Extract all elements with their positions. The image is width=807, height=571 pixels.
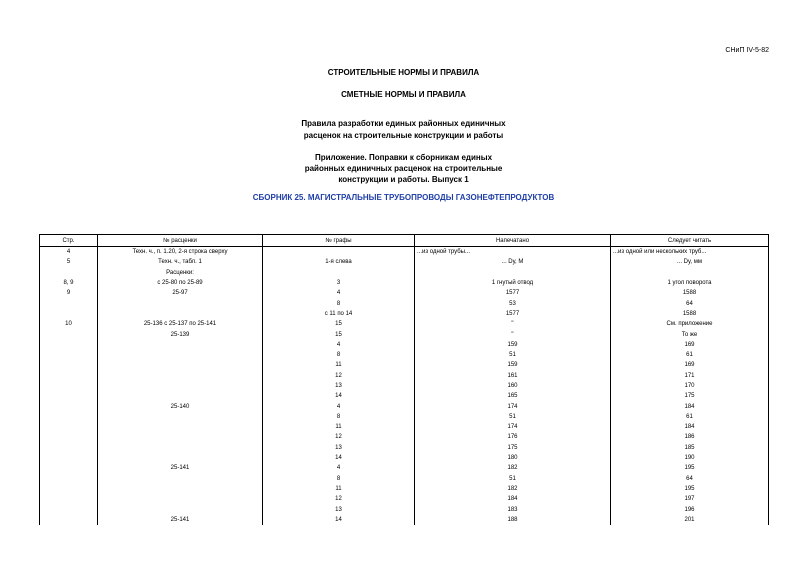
cell-page	[40, 360, 98, 370]
cell-rate-number	[98, 443, 263, 453]
cell-rate-number: с 25-80 по 25-89	[98, 278, 263, 288]
cell-page	[40, 422, 98, 432]
cell-page: 9	[40, 288, 98, 298]
cell-page	[40, 494, 98, 504]
cell-should-read: 184	[611, 401, 769, 411]
cell-should-read: ... Dу, мм	[611, 257, 769, 267]
header-page: Стр.	[40, 235, 98, 247]
cell-column-number: 8	[263, 298, 415, 308]
cell-column-number: 3	[263, 278, 415, 288]
document-code: СНиП IV-5-82	[725, 47, 769, 54]
cell-printed	[415, 268, 611, 278]
table-row	[40, 494, 769, 504]
heading-estimate-norms: СМЕТНЫЕ НОРМЫ И ПРАВИЛА	[341, 90, 466, 99]
cell-printed: ...из одной трубы...	[415, 247, 611, 258]
cell-column-number: 11	[263, 484, 415, 494]
cell-should-read: 175	[611, 391, 769, 401]
table-row	[40, 504, 769, 514]
cell-should-read: См. приложение	[611, 319, 769, 329]
heading-rules-line-2: расценок на строительные конструкции и работы	[303, 131, 504, 140]
heading-rules	[0, 118, 807, 142]
cell-page	[40, 432, 98, 442]
table-row	[40, 257, 769, 267]
header-should-read: Следует читать	[611, 235, 769, 247]
cell-printed: 1577	[415, 288, 611, 298]
cell-column-number: 4	[263, 340, 415, 350]
table-row	[40, 247, 769, 258]
cell-page	[40, 371, 98, 381]
cell-rate-number	[98, 494, 263, 504]
cell-page	[40, 443, 98, 453]
table-body	[40, 247, 769, 526]
cell-should-read: 186	[611, 432, 769, 442]
cell-column-number: 14	[263, 515, 415, 525]
corrections-table	[39, 234, 769, 525]
cell-rate-number: Техн. ч., п. 1.20, 2-я строка сверху	[98, 247, 263, 258]
cell-rate-number	[98, 381, 263, 391]
cell-printed: 188	[415, 515, 611, 525]
cell-rate-number	[98, 391, 263, 401]
cell-column-number: 4	[263, 288, 415, 298]
cell-page	[40, 401, 98, 411]
header-column-number: № графы	[263, 235, 415, 247]
cell-column-number	[263, 247, 415, 258]
table-row	[40, 412, 769, 422]
cell-rate-number	[98, 474, 263, 484]
cell-page: 10	[40, 319, 98, 329]
cell-rate-number	[98, 309, 263, 319]
cell-page	[40, 474, 98, 484]
heading-rules-line-1: Правила разработки единых районных единичных	[301, 119, 506, 128]
cell-printed: 159	[415, 360, 611, 370]
cell-rate-number	[98, 432, 263, 442]
cell-should-read: 61	[611, 350, 769, 360]
table-row	[40, 391, 769, 401]
cell-printed: 182	[415, 463, 611, 473]
cell-rate-number	[98, 453, 263, 463]
cell-rate-number	[98, 412, 263, 422]
cell-column-number	[263, 268, 415, 278]
header-printed: Напечатано	[415, 235, 611, 247]
table-row	[40, 268, 769, 278]
cell-rate-number	[98, 422, 263, 432]
cell-rate-number	[98, 298, 263, 308]
cell-page	[40, 340, 98, 350]
table-row	[40, 443, 769, 453]
cell-printed: 183	[415, 504, 611, 514]
heading-appendix-line-2: районных единичных расценок на строительные	[304, 164, 503, 173]
cell-page	[40, 268, 98, 278]
heading-building-norms: СТРОИТЕЛЬНЫЕ НОРМЫ И ПРАВИЛА	[327, 68, 480, 77]
cell-rate-number	[98, 371, 263, 381]
cell-printed: 51	[415, 412, 611, 422]
cell-should-read: 197	[611, 494, 769, 504]
cell-column-number: 4	[263, 401, 415, 411]
cell-column-number: 8	[263, 350, 415, 360]
cell-page	[40, 298, 98, 308]
cell-should-read: 170	[611, 381, 769, 391]
cell-printed: 174	[415, 401, 611, 411]
cell-printed: 51	[415, 350, 611, 360]
table-row	[40, 329, 769, 339]
table-row	[40, 298, 769, 308]
cell-column-number: 15	[263, 319, 415, 329]
cell-page	[40, 329, 98, 339]
cell-should-read: 201	[611, 515, 769, 525]
cell-column-number: 11	[263, 422, 415, 432]
cell-should-read: 169	[611, 360, 769, 370]
cell-page	[40, 453, 98, 463]
cell-printed: 175	[415, 443, 611, 453]
cell-page	[40, 515, 98, 525]
cell-column-number: 13	[263, 443, 415, 453]
cell-column-number: 15	[263, 329, 415, 339]
cell-should-read: 185	[611, 443, 769, 453]
cell-rate-number: 25-139	[98, 329, 263, 339]
cell-page: 4	[40, 247, 98, 258]
cell-should-read: 196	[611, 504, 769, 514]
cell-rate-number	[98, 504, 263, 514]
cell-printed: 1577	[415, 309, 611, 319]
cell-column-number: 14	[263, 453, 415, 463]
cell-page	[40, 350, 98, 360]
cell-page	[40, 504, 98, 514]
cell-rate-number: 25-136 с 25-137 по 25-141	[98, 319, 263, 329]
table-row	[40, 432, 769, 442]
cell-rate-number: 25-141	[98, 463, 263, 473]
table-row	[40, 463, 769, 473]
cell-column-number: 13	[263, 381, 415, 391]
cell-column-number: 8	[263, 474, 415, 484]
table-row	[40, 484, 769, 494]
cell-printed: 165	[415, 391, 611, 401]
cell-rate-number	[98, 484, 263, 494]
cell-printed: 184	[415, 494, 611, 504]
table-header-row	[40, 235, 769, 247]
cell-column-number: с 11 по 14	[263, 309, 415, 319]
heading-appendix-line-3: конструкции и работы. Выпуск 1	[338, 175, 469, 184]
cell-column-number: 4	[263, 463, 415, 473]
cell-printed: 160	[415, 381, 611, 391]
cell-should-read: 61	[611, 412, 769, 422]
cell-should-read: 64	[611, 298, 769, 308]
table-row	[40, 360, 769, 370]
table-row	[40, 319, 769, 329]
cell-page	[40, 391, 98, 401]
cell-column-number: 14	[263, 391, 415, 401]
cell-should-read: 195	[611, 463, 769, 473]
cell-should-read: 1588	[611, 309, 769, 319]
cell-rate-number	[98, 350, 263, 360]
cell-printed: 1 гнутый отвод	[415, 278, 611, 288]
cell-printed: 182	[415, 484, 611, 494]
cell-rate-number: Техн. ч., табл. 1	[98, 257, 263, 267]
cell-column-number: 12	[263, 494, 415, 504]
cell-printed: 161	[415, 371, 611, 381]
cell-page	[40, 463, 98, 473]
cell-column-number: 1-я слева	[263, 257, 415, 267]
cell-should-read: 195	[611, 484, 769, 494]
cell-should-read: 1588	[611, 288, 769, 298]
cell-printed: 176	[415, 432, 611, 442]
cell-printed: "	[415, 319, 611, 329]
cell-printed: 174	[415, 422, 611, 432]
table-row	[40, 474, 769, 484]
table-row	[40, 340, 769, 350]
cell-printed: 180	[415, 453, 611, 463]
cell-column-number: 13	[263, 504, 415, 514]
cell-should-read: 171	[611, 371, 769, 381]
cell-rate-number	[98, 340, 263, 350]
heading-appendix-line-1: Приложение. Поправки к сборникам единых	[314, 153, 493, 162]
table-row	[40, 422, 769, 432]
table-row	[40, 381, 769, 391]
table-row	[40, 371, 769, 381]
cell-printed: 53	[415, 298, 611, 308]
cell-should-read: 64	[611, 474, 769, 484]
collection-title: СБОРНИК 25. МАГИСТРАЛЬНЫЕ ТРУБОПРОВОДЫ ГАЗОНЕФТЕПРОДУКТОВ	[252, 193, 555, 202]
cell-should-read: ...из одной или нескольких труб...	[611, 247, 769, 258]
cell-column-number: 12	[263, 432, 415, 442]
cell-page	[40, 412, 98, 422]
heading-appendix	[0, 152, 807, 185]
table-row	[40, 401, 769, 411]
cell-printed: 159	[415, 340, 611, 350]
cell-rate-number: 25-97	[98, 288, 263, 298]
cell-should-read: 190	[611, 453, 769, 463]
cell-page	[40, 381, 98, 391]
cell-page	[40, 309, 98, 319]
cell-should-read: То же	[611, 329, 769, 339]
cell-page: 8, 9	[40, 278, 98, 288]
table-row	[40, 350, 769, 360]
cell-should-read: 169	[611, 340, 769, 350]
cell-printed: ... Dу, М	[415, 257, 611, 267]
cell-page: 5	[40, 257, 98, 267]
cell-column-number: 11	[263, 360, 415, 370]
table-row	[40, 309, 769, 319]
header-rate-number: № расценки	[98, 235, 263, 247]
cell-should-read: 184	[611, 422, 769, 432]
cell-column-number: 8	[263, 412, 415, 422]
cell-printed: "	[415, 329, 611, 339]
cell-rate-number: 25-141	[98, 515, 263, 525]
cell-rate-number	[98, 360, 263, 370]
cell-should-read	[611, 268, 769, 278]
cell-printed: 51	[415, 474, 611, 484]
table-row	[40, 278, 769, 288]
cell-rate-number: 25-140	[98, 401, 263, 411]
table-row	[40, 288, 769, 298]
cell-should-read: 1 угол поворота	[611, 278, 769, 288]
table-row	[40, 453, 769, 463]
table-row	[40, 515, 769, 525]
cell-page	[40, 484, 98, 494]
cell-column-number: 12	[263, 371, 415, 381]
cell-rate-number: Расценки:	[98, 268, 263, 278]
